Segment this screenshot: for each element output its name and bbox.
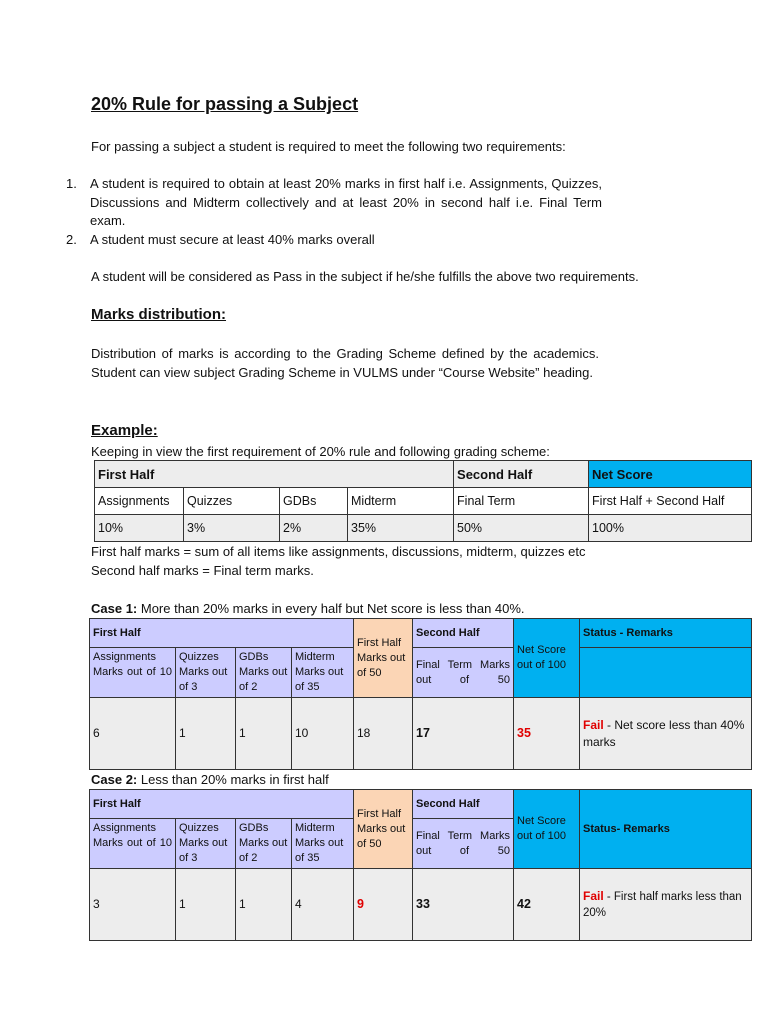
second-half-header: Second Half	[413, 619, 514, 648]
table-cell: Assignments	[95, 488, 184, 515]
table-cell: 2%	[280, 515, 348, 542]
final-term-header: Final Term Marks out of 50	[413, 819, 514, 869]
table-cell: 3%	[184, 515, 280, 542]
remark-text: - Net score less than 40% marks	[583, 717, 745, 749]
example-text: Keeping in view the first requirement of 20% rule and following grading scheme:	[91, 444, 550, 459]
case2-description: Less than 20% marks in first half	[137, 772, 329, 787]
table-cell: First Half + Second Half	[589, 488, 752, 515]
first-half-marks-value: 9	[354, 869, 413, 941]
status-remark	[580, 869, 752, 941]
first-half-marks-header: First Half Marks out of 50	[354, 619, 413, 698]
table-cell: 4	[292, 869, 354, 941]
list-text: A student must secure at least 40% marks overall	[90, 231, 375, 247]
table-cell: 10	[292, 698, 354, 770]
note-second-half: Second half marks = Final term marks.	[91, 563, 314, 578]
status-remarks-header: Status- Remarks	[580, 790, 752, 869]
fail-label: Fail	[583, 889, 604, 903]
grading-scheme-table	[94, 460, 752, 542]
second-half-header: Second Half	[454, 461, 589, 488]
table-cell: 1	[176, 869, 236, 941]
list-number: 2.	[66, 231, 77, 247]
net-score-header: Net Score	[589, 461, 752, 488]
net-score-header: Net Score out of 100	[514, 790, 580, 869]
list-text: A student is required to obtain at least 20% marks in first half i.e. Assignments, Quizzes, Discussions and Midterm collectively and at least 20% in second half i.e. Final Term exam.	[90, 176, 602, 228]
first-half-header: First Half	[90, 619, 354, 648]
table-cell: 33	[413, 869, 514, 941]
second-half-header: Second Half	[413, 790, 514, 819]
marks-distribution-heading: Marks distribution:	[91, 306, 227, 323]
list-number: 1.	[66, 176, 77, 191]
first-half-header: First Half	[95, 461, 454, 488]
table-cell: 3	[90, 869, 176, 941]
list-item	[66, 231, 602, 250]
case1-heading	[91, 599, 525, 618]
status-remark	[580, 698, 752, 770]
fail-label: Fail	[583, 717, 604, 732]
case1-label: Case 1:	[91, 601, 138, 616]
status-blank-cell	[580, 648, 752, 698]
quizzes-header: Quizzes Marks out of 3	[176, 648, 236, 698]
case2-heading	[91, 770, 329, 789]
requirements-list	[66, 175, 602, 249]
case2-label: Case 2:	[91, 772, 138, 787]
midterm-header: Midterm Marks out of 35	[292, 819, 354, 869]
gdbs-header: GDBs Marks out of 2	[236, 819, 292, 869]
table-cell: 6	[90, 698, 176, 770]
net-score-header: Net Score out of 100	[514, 619, 580, 698]
midterm-header: Midterm Marks out of 35	[292, 648, 354, 698]
note-first-half: First half marks = sum of all items like assignments, discussions, midterm, quizzes etc	[91, 544, 586, 559]
first-half-header: First Half	[90, 790, 354, 819]
assignments-header: Assignments Marks out of 10	[90, 819, 176, 869]
table-cell: 50%	[454, 515, 589, 542]
assignments-header: Assignments Marks out of 10	[90, 648, 176, 698]
intro-text: For passing a subject a student is required to meet the following two requirements:	[91, 139, 566, 154]
net-score-value: 35	[514, 698, 580, 770]
table-cell: Final Term	[454, 488, 589, 515]
table-cell: 1	[236, 698, 292, 770]
gdbs-header: GDBs Marks out of 2	[236, 648, 292, 698]
table-cell: 1	[236, 869, 292, 941]
marks-distribution-text: Distribution of marks is according to the Grading Scheme defined by the academics. Student can view subject Grading Scheme in VULMS under “Course Website” heading.	[91, 346, 599, 380]
table-cell: GDBs	[280, 488, 348, 515]
remark-text: - First half marks less than 20%	[583, 891, 742, 919]
quizzes-header: Quizzes Marks out of 3	[176, 819, 236, 869]
table-cell: 100%	[589, 515, 752, 542]
table-cell: Quizzes	[184, 488, 280, 515]
table-cell: Midterm	[348, 488, 454, 515]
case1-table	[89, 618, 752, 770]
table-cell: 35%	[348, 515, 454, 542]
status-remarks-header: Status - Remarks	[580, 619, 752, 648]
list-item	[66, 175, 602, 231]
first-half-marks-header: First Half Marks out of 50	[354, 790, 413, 869]
page-title: 20% Rule for passing a Subject	[91, 94, 359, 114]
pass-statement: A student will be considered as Pass in the subject if he/she fulfills the above two requirements.	[91, 269, 639, 284]
table-cell: 18	[354, 698, 413, 770]
case2-table	[89, 789, 752, 941]
net-score-value: 42	[514, 869, 580, 941]
final-term-header: Final Term Marks out of 50	[413, 648, 514, 698]
example-heading: Example:	[91, 422, 158, 439]
table-cell: 10%	[95, 515, 184, 542]
case1-description: More than 20% marks in every half but Net score is less than 40%.	[137, 601, 525, 616]
table-cell: 1	[176, 698, 236, 770]
table-cell: 17	[413, 698, 514, 770]
